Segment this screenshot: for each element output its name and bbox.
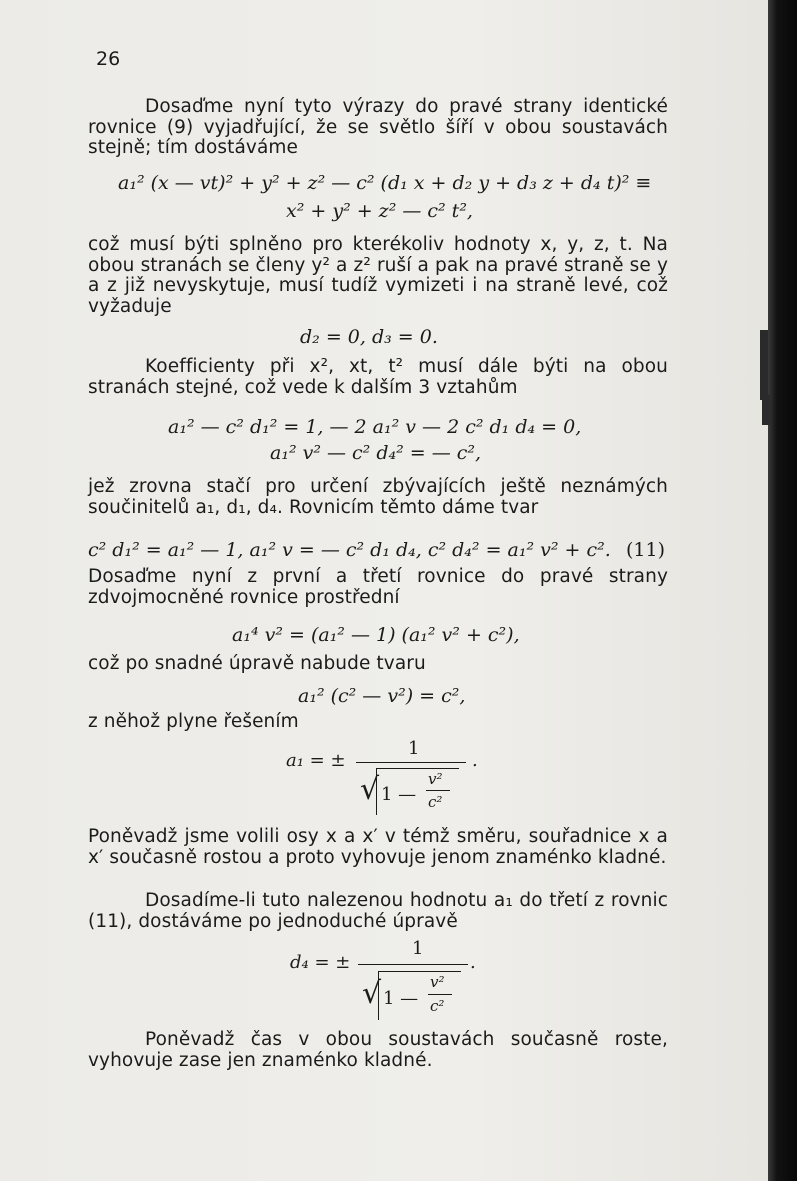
paragraph-6: což po snadné úpravě nabude tvaru: [88, 653, 426, 674]
equation-8-numerator: 1: [412, 938, 424, 959]
equation-7-v2: v²: [428, 770, 443, 788]
equation-6: a₁² (c² — v²) = c²,: [298, 685, 466, 707]
paragraph-3: Koefficienty při x², xt, t² musí dále býti na obou stranách stejné, což vede k dalším 3 vztahům: [88, 356, 668, 398]
paragraph-2: což musí býti splněno pro kterékoliv hodnoty x, y, z, t. Na obou stranách se členy y² a z² ruší a pak na pravé straně se y a z již nevyskytuje, musí tudíž vymizeti i na straně levé, což vyžaduje: [88, 234, 668, 317]
equation-2: d₂ = 0, d₃ = 0.: [300, 326, 438, 348]
equation-5: a₁⁴ v² = (a₁² — 1) (a₁² v² + c²),: [232, 624, 520, 646]
fraction-bar: [358, 964, 468, 965]
fraction-bar: [356, 762, 466, 763]
equation-7-numerator: 1: [408, 738, 420, 759]
paragraph-7: z něhož plyne řešením: [88, 711, 299, 732]
equation-8-one-minus: 1 —: [383, 988, 419, 1009]
equation-1-line-2: x² + y² + z² — c² t²,: [286, 200, 473, 222]
page-edge-mark: [762, 395, 770, 425]
equation-7: [286, 738, 486, 818]
equation-7-dot: .: [472, 750, 478, 771]
equation-3-line-1: a₁² — c² d₁² = 1, — 2 a₁² v — 2 c² d₁ d₄ = 0,: [168, 416, 582, 438]
page-edge-mark: [760, 330, 768, 400]
paragraph-1: Dosaďme nyní tyto výrazy do pravé strany identické rovnice (9) vyjadřující, že se světlo šíří v obou soustavách stejně; tím dostáváme: [88, 96, 668, 158]
paragraph-8: Poněvadž jsme volili osy x a x′ v témž směru, souřadnice x a x′ současně rostou a proto vyhovuje jenom znaménko kladné.: [88, 826, 668, 868]
equation-8-dot: .: [470, 952, 476, 973]
sqrt-sign: √: [362, 976, 382, 1011]
sqrt-sign: √: [360, 772, 380, 807]
equation-7-c2: c²: [428, 793, 443, 811]
paragraph-9: Dosadíme-li tuto nalezenou hodnotu a₁ do třetí z rovnic (11), dostáváme po jednoduché úpravě: [88, 890, 668, 932]
equation-8: [290, 938, 490, 1022]
equation-7-lhs: a₁ = ±: [286, 750, 346, 771]
page-number: 26: [96, 48, 121, 70]
equation-8-v2: v²: [430, 973, 445, 991]
paragraph-5: Dosaďme nyní z první a třetí rovnice do pravé strany zdvojmocněné rovnice prostřední: [88, 566, 668, 608]
equation-8-c2: c²: [430, 997, 445, 1015]
inner-fraction-bar: [428, 994, 452, 995]
equation-8-lhs: d₄ = ±: [290, 952, 351, 973]
page-edge-shadow: [768, 0, 797, 1181]
inner-fraction-bar: [426, 790, 450, 791]
equation-4: c² d₁² = a₁² — 1, a₁² v = — c² d₁ d₄, c² d₄² = a₁² v² + c².: [88, 539, 611, 561]
paragraph-4: jež zrovna stačí pro určení zbývajících ještě neznámých součinitelů a₁, d₁, d₄. Rovnicím těmto dáme tvar: [88, 476, 668, 518]
equation-7-one-minus: 1 —: [381, 784, 417, 805]
equation-3-line-2: a₁² v² — c² d₄² = — c²,: [270, 442, 482, 464]
equation-4-number: (11): [626, 539, 666, 561]
equation-1-line-1: a₁² (x — vt)² + y² + z² — c² (d₁ x + d₂ y + d₃ z + d₄ t)² ≡: [118, 172, 652, 194]
paragraph-10: Poněvadž čas v obou soustavách současně roste, vyhovuje zase jen znaménko kladné.: [88, 1029, 668, 1071]
